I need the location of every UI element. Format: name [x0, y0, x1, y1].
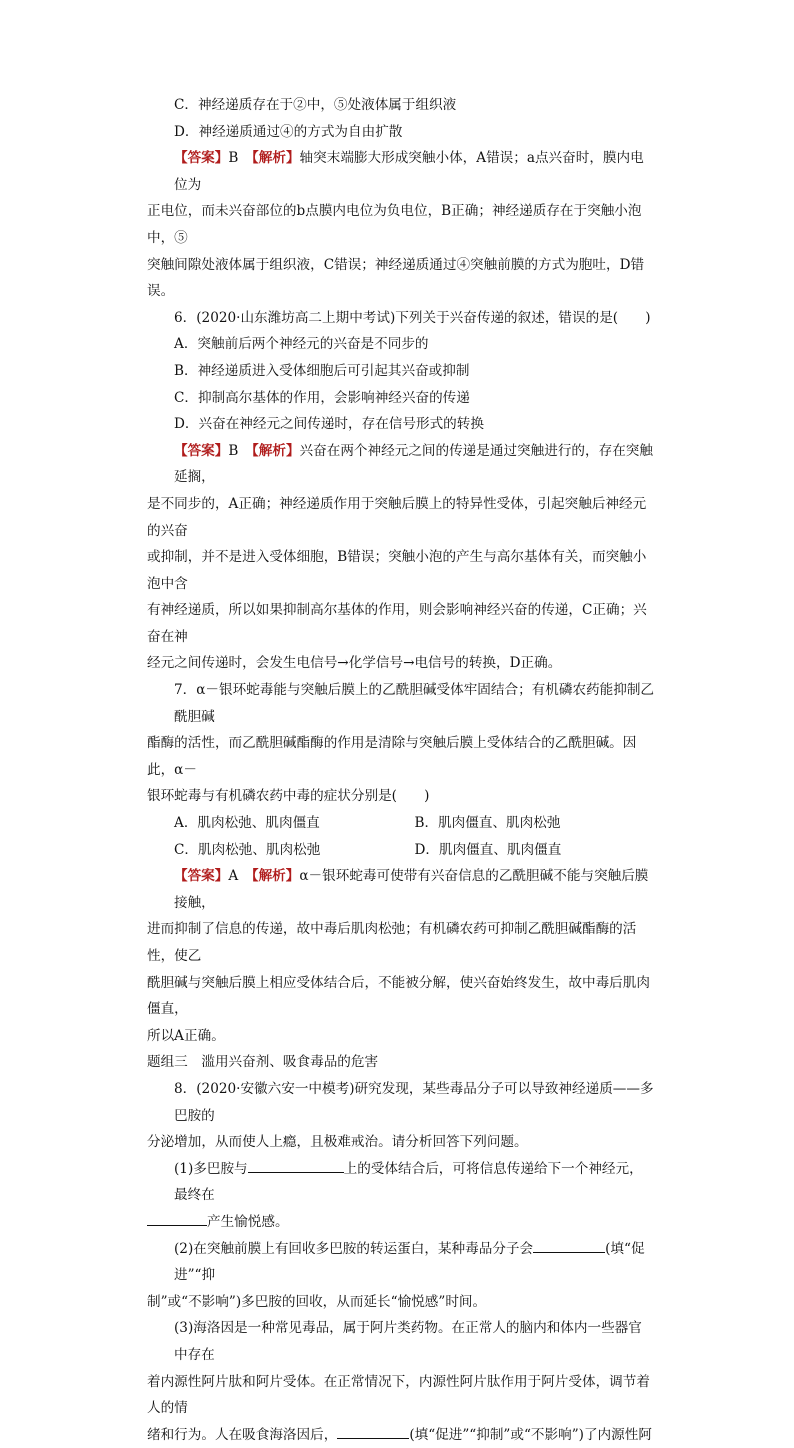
- answer-value: A: [228, 868, 239, 885]
- q8-sub2-text: (填“促进”“抑: [174, 1240, 645, 1284]
- q8-sub1-text: 上的受体结合后，可将信息传递给下一个神经元，最终在: [174, 1160, 643, 1204]
- section-title: 题组三 滥用兴奋剂、吸食毒品的危害: [147, 1054, 379, 1071]
- q8-sub3: [147, 1422, 655, 1448]
- q6-answer: [147, 438, 655, 491]
- q7-stem: 银环蛇毒与有机磷农药中毒的症状分别是( ): [147, 788, 430, 805]
- q7-options-row: [147, 837, 655, 864]
- answer-tag: 【答案】: [174, 150, 229, 167]
- explanation-line: 正电位，而未兴奋部位的b点膜内电位为负电位，B正确；神经递质存在于突触小泡中，⑤: [147, 203, 642, 246]
- q8-sub1-text: 产生愉悦感。: [207, 1213, 289, 1230]
- q7-option-b: B．肌肉僵直、肌肉松弛: [414, 815, 561, 832]
- q5-answer: [147, 145, 655, 198]
- q8-sub2-text: (2)在突触前膜上有回收多巴胺的转运蛋白，某种毒品分子会: [174, 1240, 534, 1257]
- q8-sub3: 着内源性阿片肽和阿片受体。在正常情况下，内源性阿片肽作用于阿片受体，调节着人的情: [147, 1373, 650, 1417]
- q6-stem: 6．(2020·山东潍坊高二上期中考试)下列关于兴奋传递的叙述，错误的是( ): [174, 309, 651, 326]
- answer-blank[interactable]: [147, 1211, 207, 1226]
- q7-option-a: A．肌肉松弛、肌肉僵直: [174, 815, 320, 832]
- explanation-line: 有神经递质，所以如果抑制高尔基体的作用，则会影响神经兴奋的传递，C正确；兴奋在神: [147, 602, 647, 645]
- q8-sub1-cont: [147, 1209, 655, 1236]
- q8-stem: 分泌增加，从而使人上瘾，且极难戒治。请分析回答下列问题。: [147, 1134, 528, 1151]
- answer-blank[interactable]: [337, 1424, 409, 1439]
- q7-options-row: [147, 810, 655, 837]
- explanation-line: 进而抑制了信息的传递，故中毒后肌肉松弛；有机磷农药可抑制乙酰胆碱酯酶的活性，使乙: [147, 921, 637, 964]
- q7-stem: 7．α－银环蛇毒能与突触后膜上的乙酰胆碱受体牢固结合；有机磷农药能抑制乙酰胆碱: [174, 682, 655, 725]
- explanation-line: 所以A正确。: [147, 1027, 225, 1044]
- answer-tag: 【答案】: [174, 442, 229, 459]
- explanation-line: 突触间隙处液体属于组织液，C错误；神经递质通过④突触前膜的方式为胞吐，D错误。: [147, 256, 645, 300]
- explanation-line: α－银环蛇毒可使带有兴奋信息的乙酰胆碱不能与突触后膜接触，: [174, 868, 649, 911]
- q8-sub1-text: (1)多巴胺与: [174, 1160, 248, 1177]
- q6-option-d: D．兴奋在神经元之间传递时，存在信号形式的转换: [174, 416, 484, 433]
- explanation-line: 是不同步的，A正确；神经递质作用于突触后膜上的特异性受体，引起突触后神经元的兴奋: [147, 495, 647, 539]
- q5-option-d: D．神经递质通过④的方式为自由扩散: [174, 123, 403, 140]
- q8-stem: 8．(2020·安徽六安一中模考)研究发现，某些毒品分子可以导致神经递质——多巴胺的: [174, 1080, 654, 1124]
- q7-stem: 酯酶的活性，而乙酰胆碱酯酶的作用是清除与突触后膜上受体结合的乙酰胆碱。因此，α－: [147, 735, 637, 778]
- explanation-line: 轴突末端膨大形成突触小体，A错误；a点兴奋时，膜内电位为: [174, 150, 644, 193]
- q5-option-c: C．神经递质存在于②中，⑤处液体属于组织液: [174, 97, 457, 113]
- q7-option-c: C．肌肉松弛、肌肉松弛: [174, 841, 321, 858]
- q8-sub2-cont: 制”或“不影响”)多巴胺的回收，从而延长“愉悦感”时间。: [147, 1293, 487, 1310]
- q6-option-b: B．神经递质进入受体细胞后可引起其兴奋或抑制: [174, 362, 470, 379]
- q6-option-c: C．抑制高尔基体的作用，会影响神经兴奋的传递: [174, 389, 470, 406]
- answer-blank[interactable]: [533, 1238, 605, 1253]
- question-content: [147, 92, 655, 1448]
- q8-sub3-text: 绪和行为。人在吸食海洛因后，: [147, 1426, 338, 1443]
- q8-sub3: (3)海洛因是一种常见毒品，属于阿片类药物。在正常人的脑内和体内一些器官中存在: [174, 1320, 642, 1363]
- answer-value: B: [228, 442, 239, 459]
- q8-sub1: [147, 1156, 655, 1209]
- q7-answer: [147, 863, 655, 916]
- answer-blank[interactable]: [248, 1158, 344, 1173]
- explanation-tag: 【解析】: [251, 868, 300, 885]
- answer-value: B: [228, 150, 239, 167]
- explanation-tag: 【解析】: [251, 442, 300, 459]
- q6-option-a: A．突触前后两个神经元的兴奋是不同步的: [174, 336, 429, 353]
- explanation-tag: 【解析】: [251, 150, 300, 167]
- answer-tag: 【答案】: [174, 868, 229, 885]
- explanation-line: 酰胆碱与突触后膜上相应受体结合后，不能被分解，使兴奋始终发生，故中毒后肌肉僵直，: [147, 974, 650, 1018]
- explanation-line: 或抑制，并不是进入受体细胞，B错误；突触小泡的产生与高尔基体有关，而突触小泡中含: [147, 549, 647, 592]
- explanation-line: 兴奋在两个神经元之间的传递是通过突触进行的，存在突触延搁，: [174, 442, 653, 486]
- q8-sub2: [147, 1236, 655, 1289]
- explanation-line: 经元之间传递时，会发生电信号→化学信号→电信号的转换，D正确。: [147, 655, 562, 672]
- q7-option-d: D．肌肉僵直、肌肉僵直: [414, 841, 562, 858]
- q8-sub3-text: (填“促进”“抑制”或“不影响”)了内源性阿: [409, 1426, 652, 1443]
